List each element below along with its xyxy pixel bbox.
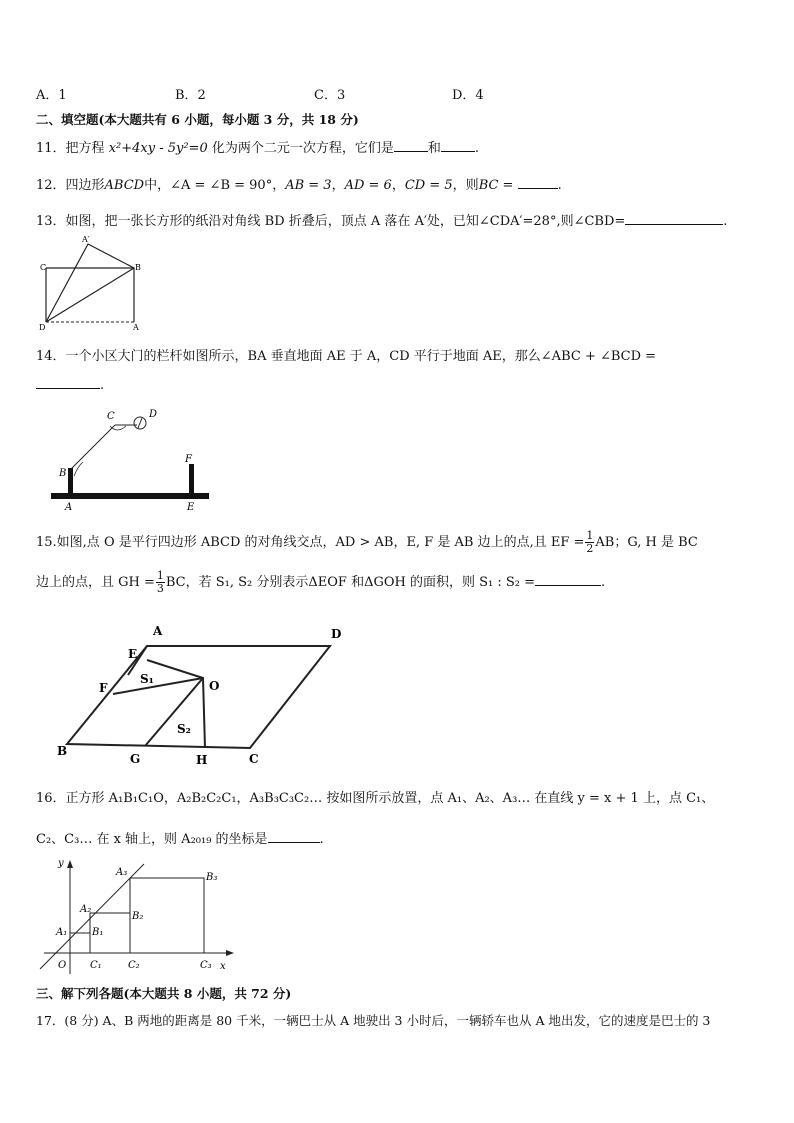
frac-den: 3: [156, 582, 164, 595]
label-d: D: [39, 323, 46, 332]
fraction-one-half: [585, 530, 594, 555]
q12-bc: BC =: [478, 178, 514, 193]
question-11: [36, 137, 479, 156]
x-axis-arrow: [226, 950, 234, 956]
label-x: x: [220, 961, 226, 972]
q11-blank-1[interactable]: [394, 139, 428, 152]
section-3-heading: 三、解下列各题(本大题共 8 小题，共 72 分): [36, 986, 292, 1001]
figure-16: [36, 856, 241, 978]
q12-ad: AD = 6: [344, 178, 392, 193]
q15-l1a: 15.如图,点 O 是平行四边形 ABCD 的对角线交点，AD > AB，E, F 是 AB 边上的点,且 EF =: [36, 535, 585, 550]
label-d: D: [149, 409, 158, 420]
label-a2: A₂: [80, 904, 92, 915]
label-a: A: [133, 323, 139, 332]
q12-abcd: ABCD: [104, 178, 145, 193]
angle-c-arc: [110, 426, 126, 430]
q15-l1b: AB；G, H 是 BC: [595, 535, 698, 550]
fraction-one-third: [156, 570, 165, 595]
q13-end: .: [723, 214, 728, 229]
label-f: F: [99, 681, 108, 695]
question-15-line-2: [36, 570, 605, 595]
question-14-line-1: 14．一个小区大门的栏杆如图所示，BA 垂直地面 AE 于 A，CD 平行于地面 AE，那么∠ABC + ∠BCD =: [36, 349, 657, 364]
q11-end: .: [474, 141, 480, 156]
label-s1: S₁: [140, 672, 154, 686]
q16-end: .: [319, 832, 324, 847]
q12-c2: ，: [391, 178, 405, 193]
folded-triangle: [46, 244, 134, 322]
label-b: B: [59, 468, 67, 479]
label-d: D: [331, 627, 342, 641]
option-a: A．1: [36, 88, 67, 103]
q12-cd: CD = 5: [404, 178, 453, 193]
q12-ab: AB = 3: [285, 178, 332, 193]
q14-end: .: [100, 378, 105, 393]
q16-blank[interactable]: [268, 830, 320, 843]
label-s2: S₂: [177, 722, 191, 736]
q12-mid: 中，∠A = ∠B = 90°，: [144, 178, 286, 193]
label-g: G: [130, 752, 141, 766]
label-a-prime: A′: [82, 235, 90, 244]
q11-mid: 和: [427, 141, 441, 156]
post-fe: [189, 464, 194, 494]
label-b2: B₂: [132, 911, 144, 922]
q12-end: .: [557, 178, 562, 193]
q11-blank-2[interactable]: [441, 139, 475, 152]
y-axis-arrow: [67, 860, 73, 868]
label-c1: C₁: [90, 960, 102, 971]
label-o: O: [58, 960, 67, 971]
label-a1: A₁: [56, 927, 68, 938]
frac-num: 1: [156, 569, 164, 582]
option-c: C．3: [314, 88, 346, 103]
label-c: C: [249, 752, 259, 766]
option-d: D．4: [452, 88, 484, 103]
bar-bc: [71, 425, 115, 469]
q13-blank[interactable]: [625, 212, 723, 225]
segment-go: [145, 678, 203, 746]
label-b3: B₃: [206, 872, 218, 883]
frac-den: 2: [586, 542, 594, 555]
question-13: [36, 210, 727, 229]
label-e: E: [187, 502, 195, 513]
q11-post: 化为两个二元一次方程，它们是: [207, 141, 394, 156]
label-e: E: [128, 647, 138, 661]
figure-15: [50, 620, 350, 770]
label-a: A: [65, 502, 73, 513]
question-16-line-2: [36, 828, 324, 847]
q11-equation: x²+4xy - 5y²=0: [108, 141, 208, 156]
q13-text: 13．如图，把一张长方形的纸沿对角线 BD 折叠后，顶点 A 落在 A′处，已知∠CDA′=28°,则∠CBD=: [36, 214, 626, 229]
q15-end: .: [601, 575, 606, 590]
ground-ae: [51, 493, 209, 499]
q15-blank[interactable]: [535, 573, 601, 586]
question-17: 17．(8 分) A、B 两地的距离是 80 千米，一辆巴士从 A 地驶出 3 小时后，一辆轿车也从 A 地出发，它的速度是巴士的 3: [36, 1013, 711, 1028]
diagonal-bd: [46, 268, 134, 322]
label-a: A: [153, 624, 163, 638]
question-14-line-2: [36, 376, 104, 393]
question-15-line-1: [36, 530, 698, 555]
label-b: B: [135, 263, 141, 272]
question-16-line-1: 16．正方形 A₁B₁C₁O，A₂B₂C₂C₁，A₃B₃C₃C₂… 按如图所示放置，点 A₁、A₂、A₃… 在直线 y = x + 1 上，点 C₁、: [36, 791, 715, 806]
parallelogram-abcd: [67, 646, 330, 748]
option-b: B．2: [175, 88, 206, 103]
label-c2: C₂: [128, 960, 140, 971]
q12-blank[interactable]: [518, 176, 558, 189]
q15-l2a: 边上的点，且 GH =: [36, 575, 155, 590]
label-b: B: [57, 744, 68, 758]
figure-14: [48, 404, 218, 514]
label-a3: A₃: [116, 867, 128, 878]
question-12: [36, 174, 562, 193]
q14-blank[interactable]: [36, 376, 100, 389]
q15-l2b: BC，若 S₁, S₂ 分别表示ΔEOF 和ΔGOH 的面积，则 S₁ : S₂ =: [165, 575, 536, 590]
frac-num: 1: [586, 529, 594, 542]
label-c: C: [107, 411, 115, 422]
label-y: y: [58, 858, 64, 869]
post-ba: [68, 468, 73, 494]
label-c3: C₃: [200, 960, 212, 971]
label-h: H: [196, 753, 208, 767]
q11-pre: 11．把方程: [36, 141, 109, 156]
label-f: F: [185, 454, 192, 465]
label-o: O: [209, 679, 220, 693]
hinge-mark: [138, 418, 142, 428]
segment-fo: [113, 678, 203, 694]
q12-pre: 12．四边形: [36, 178, 105, 193]
label-c: C: [40, 263, 47, 272]
q12-c1: ，: [331, 178, 345, 193]
q12-c3: ，则: [452, 178, 479, 193]
label-b1: B₁: [92, 927, 104, 938]
section-2-heading: 二、填空题(本大题共有 6 小题，每小题 3 分，共 18 分): [36, 112, 359, 127]
figure-13: [32, 232, 152, 334]
q16-l2: C₂、C₃… 在 x 轴上，则 A₂₀₁₉ 的坐标是: [36, 832, 268, 847]
